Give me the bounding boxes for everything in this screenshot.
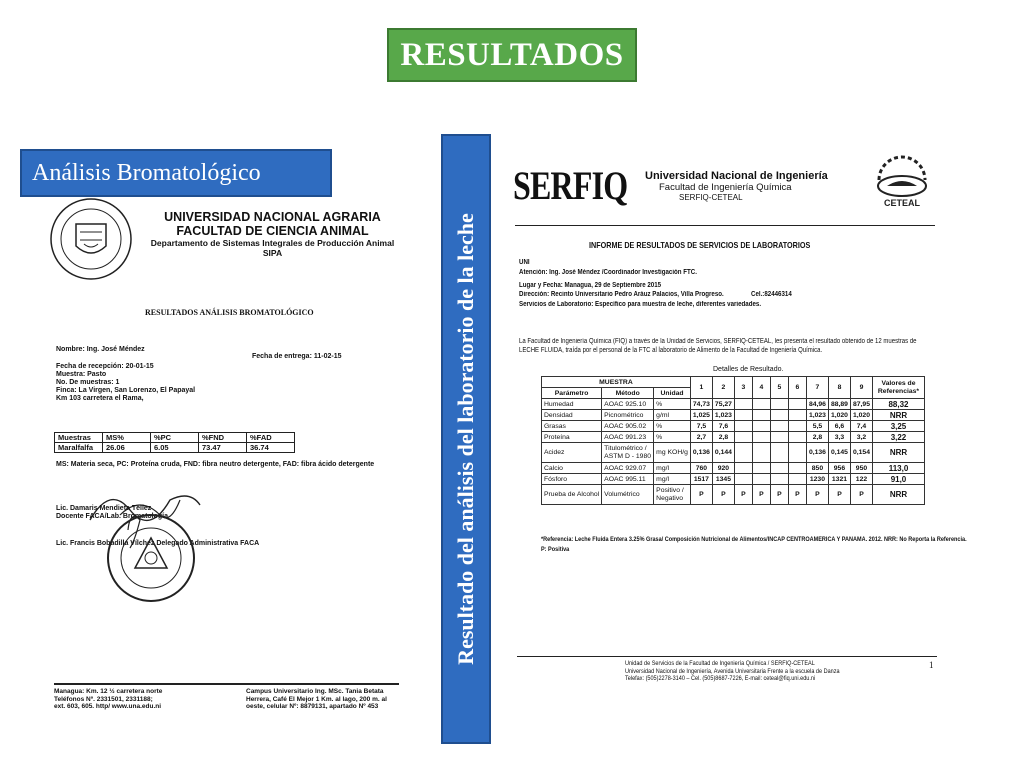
table-cell: Fósforo	[542, 474, 602, 485]
table-cell: 2,8	[712, 432, 734, 443]
table-cell: 1,020	[828, 410, 850, 421]
una-header	[140, 210, 405, 258]
table-cell: 920	[712, 463, 734, 474]
table-cell: 1,025	[690, 410, 712, 421]
table-row	[542, 432, 925, 443]
table-header-cell: 6	[788, 377, 806, 399]
attention-line: Atención: Ing. José Méndez /Coordinador Investigación FTC.	[519, 269, 697, 276]
right-header-divider	[515, 225, 935, 226]
table-cell: 88,89	[828, 399, 850, 410]
sample-type: Muestra: Pasto	[56, 371, 107, 378]
table-cell: g/ml	[654, 410, 691, 421]
table-row	[542, 443, 925, 463]
ceteal-logo-text: CETEAL	[884, 198, 920, 208]
table-cell: Prueba de Alcohol	[542, 485, 602, 505]
bromatology-title: RESULTADOS ANÁLISIS BROMATOLÓGICO	[145, 308, 314, 317]
table-cell: 1,023	[806, 410, 828, 421]
table-header-cell: %FAD	[247, 433, 295, 443]
table-cell	[788, 463, 806, 474]
table-cell: 74,73	[690, 399, 712, 410]
table-cell: 3,2	[850, 432, 872, 443]
section-label: Análisis Bromatológico	[20, 149, 332, 197]
table-cell: %	[654, 432, 691, 443]
table-cell: Titulométrico / ASTM D - 1980	[602, 443, 654, 463]
delivery-date: Fecha de entrega: 11-02-15	[252, 353, 342, 360]
left-footer-divider	[54, 683, 399, 685]
table-cell: NRR	[872, 410, 924, 421]
table-header-cell: Unidad	[654, 388, 691, 399]
table-cell: 0,136	[806, 443, 828, 463]
table-cell	[770, 443, 788, 463]
uni-university-name: Universidad Nacional de Ingeniería	[645, 170, 828, 182]
table-header-cell: MS%	[103, 433, 151, 443]
footer-line: oeste, celular Nº: 8879131, apartado Nº 453	[246, 703, 379, 710]
table-cell	[752, 410, 770, 421]
footer-line: Managua: Km. 12 ½ carretera norte	[54, 688, 163, 695]
table-cell: Picnométrico	[602, 410, 654, 421]
table-cell	[734, 410, 752, 421]
table-cell: 73.47	[199, 443, 247, 453]
table-cell: Proteína	[542, 432, 602, 443]
serfiq-logo: SERFIQ	[513, 163, 628, 208]
table-cell	[770, 474, 788, 485]
table-cell: P	[788, 485, 806, 505]
table-header-cell: %PC	[151, 433, 199, 443]
table-header-cell: Método	[602, 388, 654, 399]
table-cell	[788, 421, 806, 432]
table-cell: 950	[850, 463, 872, 474]
intro-paragraph: La Facultad de Ingeniería Química (FIQ) a través de la Unidad de Servicios, SERFIQ-CETEAL, les presenta el resultado obtenido de 12 muestras de LECHE FLUIDA, traída por el personal de la FTC al laboratorio de Alimento de la Facultad de Ingeniería Química.	[519, 338, 917, 354]
table-cell: 91,0	[872, 474, 924, 485]
una-seal-icon	[48, 196, 134, 282]
cellphone-line: Cel.:82446314	[751, 291, 792, 298]
table-cell: Calcio	[542, 463, 602, 474]
table-row	[542, 485, 925, 505]
table-header-cell: Parámetro	[542, 388, 602, 399]
table-cell	[770, 463, 788, 474]
table-row	[542, 410, 925, 421]
table-cell	[770, 432, 788, 443]
uni-faculty-name: Facultad de Ingeniería Química	[659, 182, 792, 193]
bromatology-report-document	[40, 190, 410, 725]
table-cell: P	[806, 485, 828, 505]
table-cell: AOAC 995.11	[602, 474, 654, 485]
table-cell	[788, 474, 806, 485]
table-cell: P	[828, 485, 850, 505]
footer-line: Campus Universitario Ing. MSc. Tania Betata	[246, 688, 384, 695]
table-header-row	[55, 433, 295, 443]
table-cell	[788, 432, 806, 443]
table-cell: 1517	[690, 474, 712, 485]
table-cell: 0,136	[690, 443, 712, 463]
table-row	[542, 421, 925, 432]
table-cell: 3,22	[872, 432, 924, 443]
footer-line: ext. 603, 605. http/ www.una.edu.ni	[54, 703, 162, 710]
table-cell: Positivo / Negativo	[654, 485, 691, 505]
reception-date: Fecha de recepción: 20-01-15	[56, 363, 154, 370]
table-cell	[788, 410, 806, 421]
table-cell: P	[690, 485, 712, 505]
table-cell	[734, 421, 752, 432]
table-cell	[734, 463, 752, 474]
table-cell: 0,144	[712, 443, 734, 463]
table-header-cell: 3	[734, 377, 752, 399]
right-footer	[625, 660, 840, 683]
table-cell: 7,4	[850, 421, 872, 432]
table-cell: 0,154	[850, 443, 872, 463]
table-cell: 7,5	[690, 421, 712, 432]
una-university-name: UNIVERSIDAD NACIONAL AGRARIA	[164, 210, 381, 224]
table-cell	[788, 443, 806, 463]
table-row	[55, 443, 295, 453]
table-header-cell: 4	[752, 377, 770, 399]
table-cell	[770, 410, 788, 421]
footer-line: Teléfonos Nº. 2331501, 2331188;	[54, 695, 153, 703]
table-cell	[770, 399, 788, 410]
table-cell: 760	[690, 463, 712, 474]
table-cell: 6.05	[151, 443, 199, 453]
table-cell: Maralfalfa	[55, 443, 103, 453]
table-cell: 88,32	[872, 399, 924, 410]
table-header-row	[542, 377, 925, 388]
farm-location: Finca: La Virgen, San Lorenzo, El Papayal	[56, 387, 196, 394]
table-header-cell: 9	[850, 377, 872, 399]
table-cell: NRR	[872, 443, 924, 463]
bromatology-table	[54, 432, 295, 453]
footer-line: Unidad de Servicios de la Facultad de Ingeniería Química / SERFIQ-CETEAL	[625, 660, 815, 667]
table-cell: AOAC 991.23	[602, 432, 654, 443]
table-cell	[752, 443, 770, 463]
table-cell: 113,0	[872, 463, 924, 474]
vertical-label-box	[441, 134, 491, 744]
table-row	[542, 463, 925, 474]
table-cell: 5,5	[806, 421, 828, 432]
table-cell	[770, 421, 788, 432]
table-cell: 7,6	[712, 421, 734, 432]
table-cell: Volumétrico	[602, 485, 654, 505]
table-cell: 75,27	[712, 399, 734, 410]
table-cell: Grasas	[542, 421, 602, 432]
table-cell	[752, 399, 770, 410]
table-cell: Humedad	[542, 399, 602, 410]
official-stamp-icon	[105, 512, 197, 604]
muestra-header: MUESTRA	[542, 377, 691, 388]
table-cell: 36.74	[247, 443, 295, 453]
table-cell: 3,3	[828, 432, 850, 443]
table-cell	[752, 474, 770, 485]
table-cell	[788, 399, 806, 410]
table-cell	[734, 432, 752, 443]
table-cell: AOAC 929.07	[602, 463, 654, 474]
report-title: INFORME DE RESULTADOS DE SERVICIOS DE LABORATORIOS	[589, 240, 811, 250]
sample-count: No. De muestras: 1	[56, 379, 120, 386]
table-header-cell: 8	[828, 377, 850, 399]
reference-note: *Referencia: Leche Fluida Entera 3.25% Grasa/ Composición Nutricional de Alimentos/INCAP CENTROAMERICA Y PANAMA. 2012. NRR: No Reporta la Referencia.	[541, 536, 967, 543]
table-cell: mg/l	[654, 474, 691, 485]
place-date-line: Lugar y Fecha: Managua, 29 de Septiembre 2015	[519, 282, 662, 289]
table-row	[542, 474, 925, 485]
farm-km: Km 103 carretera el Rama,	[56, 395, 144, 402]
slide-title: RESULTADOS	[387, 28, 637, 82]
table-header-cell: Valores de Referencias*	[872, 377, 924, 399]
uni-unit-name: SERFIQ-CETEAL	[679, 193, 743, 202]
table-cell: 2,8	[806, 432, 828, 443]
table-cell: 2,7	[690, 432, 712, 443]
table-cell: 3,25	[872, 421, 924, 432]
uni-label: UNI	[519, 259, 530, 266]
table-cell: P	[752, 485, 770, 505]
table-cell: 87,95	[850, 399, 872, 410]
abbreviation-legend: MS: Materia seca, PC: Proteína cruda, FND: fibra neutro detergente, FAD: fibra ácido detergente	[56, 461, 375, 468]
milk-results-body	[542, 399, 925, 505]
table-cell	[734, 474, 752, 485]
left-footer-address	[54, 688, 162, 711]
table-header-cell: Muestras	[55, 433, 103, 443]
footer-line: Universidad Nacional de Ingeniería, Avenida Universitaria Frente a la escuela de Danza	[625, 667, 840, 675]
services-line: Servicios de Laboratorio: Específico para muestra de leche, diferentes variedades.	[519, 301, 762, 308]
client-name: Nombre: Ing. José Méndez	[56, 346, 145, 353]
footer-line: Herrera, Café El Mejor 1 Km. al lago, 200 m. al	[246, 695, 387, 703]
table-cell: AOAC 905.02	[602, 421, 654, 432]
table-cell: 84,96	[806, 399, 828, 410]
signer2: Lic. Francis Bobadilla Vílchez Delegado Administrativa FACA	[56, 540, 260, 547]
table-header-cell: 5	[770, 377, 788, 399]
table-cell: 0,145	[828, 443, 850, 463]
milk-lab-report-document	[505, 150, 967, 695]
table-cell: 1321	[828, 474, 850, 485]
page-number: 1	[929, 660, 934, 670]
table-cell: 956	[828, 463, 850, 474]
table-cell	[752, 432, 770, 443]
left-footer-campus	[246, 688, 387, 711]
right-footer-divider	[517, 656, 937, 657]
table-cell: 1,023	[712, 410, 734, 421]
table-cell: 122	[850, 474, 872, 485]
una-faculty-name: FACULTAD DE CIENCIA ANIMAL	[176, 224, 369, 238]
table-cell: AOAC 925.10	[602, 399, 654, 410]
details-caption: Detalles de Resultado.	[713, 366, 784, 373]
table-cell	[752, 421, 770, 432]
table-cell	[734, 399, 752, 410]
milk-results-table	[541, 376, 925, 505]
table-cell	[734, 443, 752, 463]
table-cell: Acidez	[542, 443, 602, 463]
uni-header	[645, 170, 828, 202]
signer1-role: Docente FACA/Lab. Bromatología	[56, 513, 169, 520]
footer-line: Telefax: (505)2278-3140 – Cel. (505)8687-7226, E-mail: ceteal@fiq.uni.edu.ni	[625, 675, 816, 682]
table-cell: mg KOH/g	[654, 443, 691, 463]
una-department-name: Departamento de Sistemas Integrales de Producción Animal	[150, 238, 395, 248]
table-cell: P	[734, 485, 752, 505]
table-cell: P	[770, 485, 788, 505]
table-cell: 6,6	[828, 421, 850, 432]
table-cell: P	[850, 485, 872, 505]
una-unit-name: SIPA	[262, 248, 283, 258]
table-cell: %	[654, 399, 691, 410]
table-cell: 1345	[712, 474, 734, 485]
positive-note: P: Positiva	[541, 546, 570, 553]
signer1-name: Lic. Damaris Mendieta Téllez	[56, 505, 152, 512]
table-row	[542, 399, 925, 410]
table-cell: mg/l	[654, 463, 691, 474]
table-cell: 1230	[806, 474, 828, 485]
ceteal-logo-icon	[873, 150, 931, 210]
table-cell: 26.06	[103, 443, 151, 453]
table-header-cell: 7	[806, 377, 828, 399]
table-cell: 1,020	[850, 410, 872, 421]
table-cell: 850	[806, 463, 828, 474]
table-header-cell: %FND	[199, 433, 247, 443]
table-header-cell: 2	[712, 377, 734, 399]
table-cell: NRR	[872, 485, 924, 505]
table-header-cell: 1	[690, 377, 712, 399]
vertical-label: Resultado del análisis del laboratorio de la leche	[453, 213, 478, 665]
table-cell: %	[654, 421, 691, 432]
table-cell: P	[712, 485, 734, 505]
address-line: Dirección: Recinto Universitario Pedro Aráuz Palacios, Villa Progreso.	[519, 291, 724, 298]
table-cell	[752, 463, 770, 474]
table-cell: Densidad	[542, 410, 602, 421]
